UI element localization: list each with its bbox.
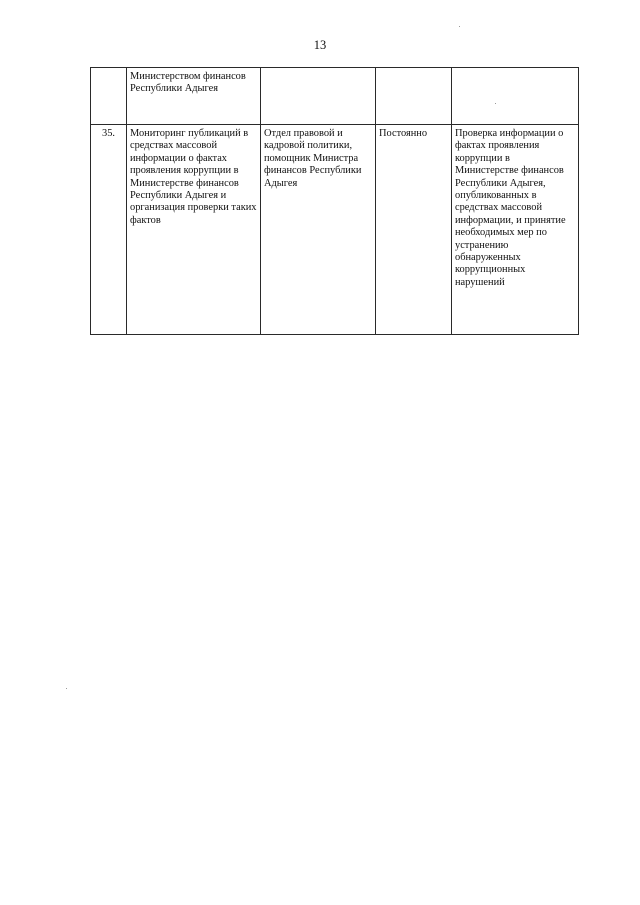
term-text: Постоянно: [379, 128, 428, 139]
row-number-cell: [91, 125, 127, 335]
activity-cell: [127, 125, 261, 335]
term-cell: [376, 68, 452, 125]
row-number: 35.: [102, 128, 115, 139]
term-cell: [376, 125, 452, 335]
scan-speck: [495, 103, 496, 104]
row-number-cell: [91, 68, 127, 125]
responsible-text: Отдел правовой и кадровой политики, помощник Министра финансов Республики Адыгея: [264, 128, 362, 189]
table-row-35: [91, 125, 579, 335]
scan-speck: [66, 688, 67, 689]
result-text: Проверка информации о фактах проявления коррупции в Министерстве финансов Республики Адыгея, опубликованных в средствах массовой информации, и принятие необходимых мер по устранению обнаруженных коррупционных нарушений: [455, 128, 566, 288]
responsible-cell: [261, 125, 376, 335]
table-row-continuation: [91, 68, 579, 125]
result-cell: [452, 125, 579, 335]
responsible-cell: [261, 68, 376, 125]
activity-cell: [127, 68, 261, 125]
plan-table: [90, 67, 579, 335]
activity-text: Мониторинг публикаций в средствах массовой информации о фактах проявления коррупции в Министерстве финансов Республики Адыгея и организация проверки таких фактов: [130, 128, 257, 226]
activity-text: Министерством финансов Республики Адыгея: [130, 71, 246, 95]
result-cell: [452, 68, 579, 125]
scan-speck: [459, 26, 460, 27]
page-number: 13: [313, 38, 327, 52]
